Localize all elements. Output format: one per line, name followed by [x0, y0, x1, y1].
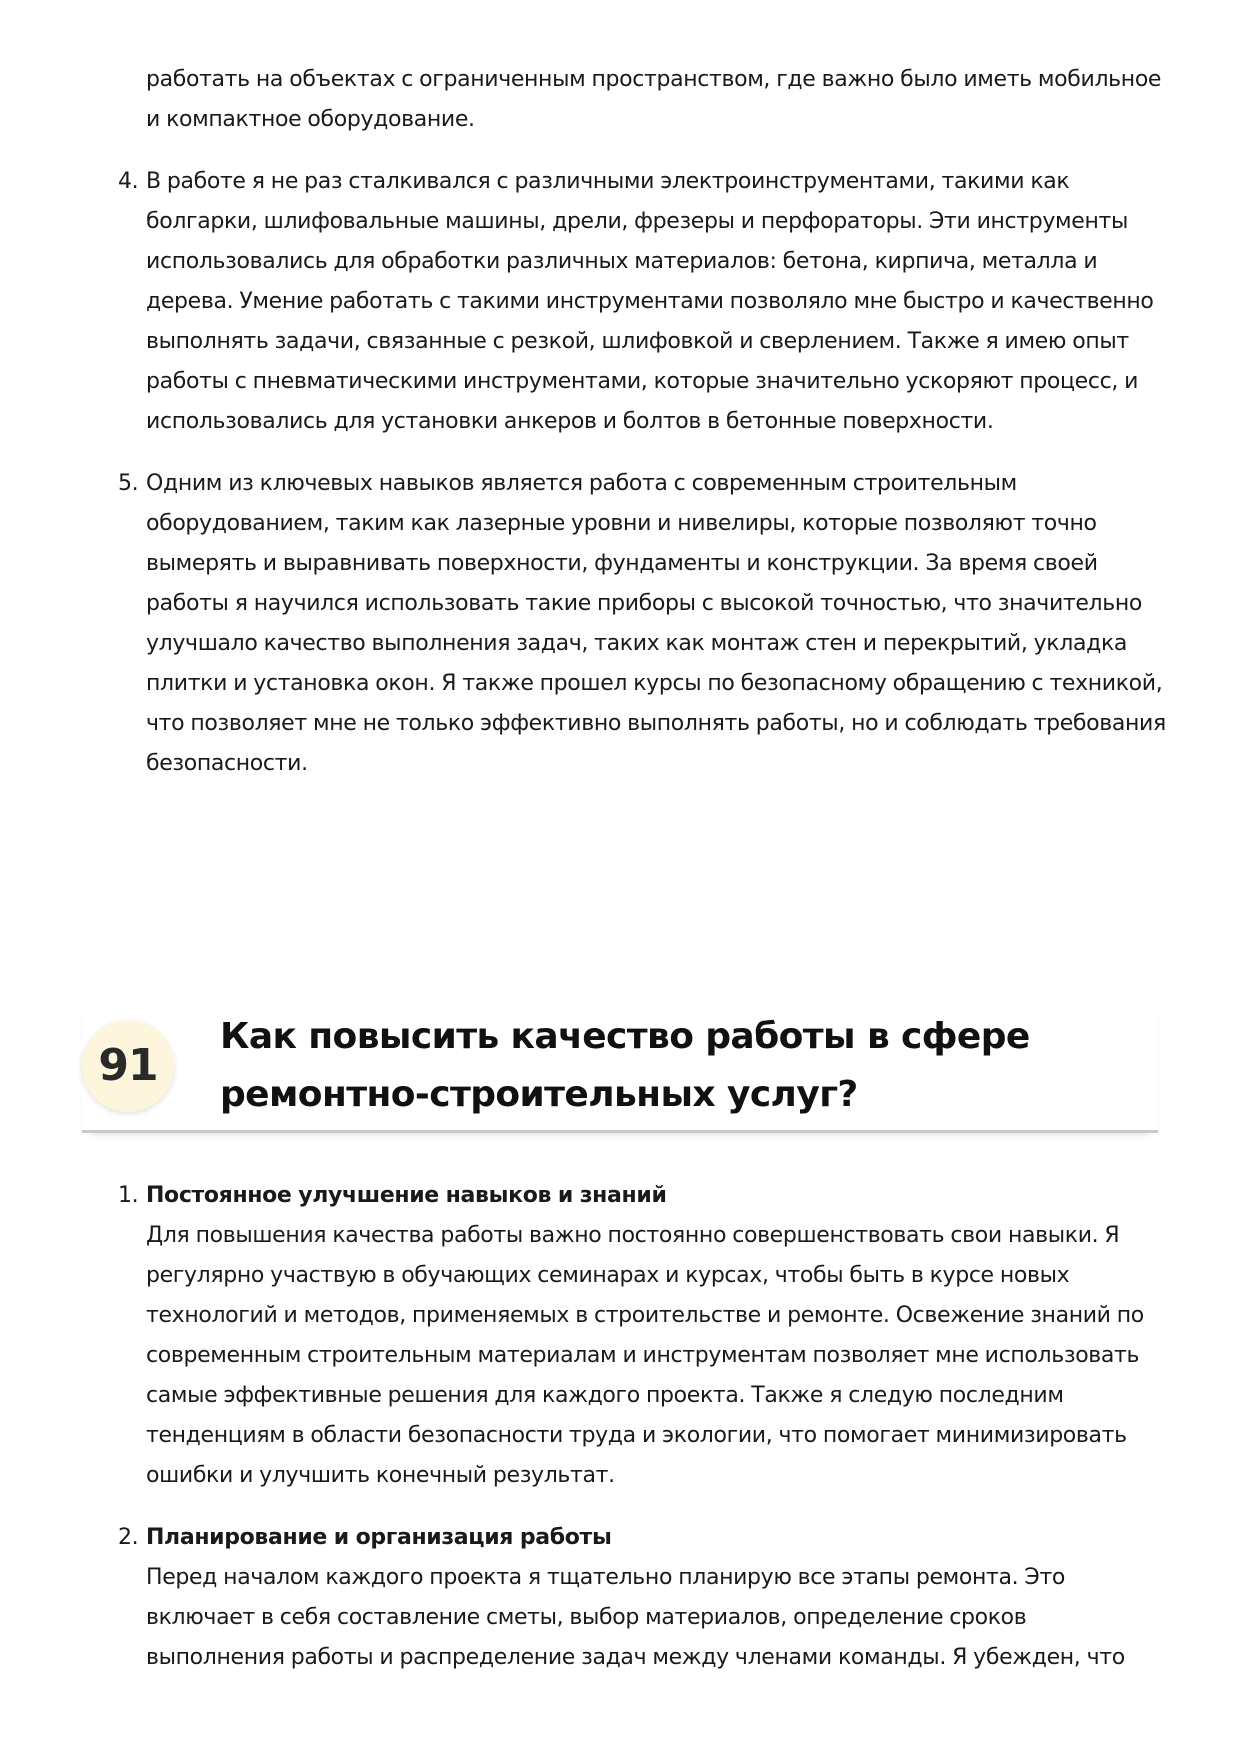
list-item-number: 1. [118, 1183, 139, 1208]
list-item-text: В работе я не раз сталкивался с различными электроинструментами, такими как болгарки, шлифовальные машины, дрели, фрезеры и перфораторы. Эти инструменты использовались для обработки различных материалов: бетона, кирпича, металла и дерева. Умение работать с такими инструментами позволяло мне быстро и качественно выполнять задачи, связанные с резкой, шлифовкой и сверлением. Также я имею опыт работы с пневматическими инструментами, которые значительно ускоряют процесс, и использовались для установки анкеров и болтов в бетонные поверхности. [146, 169, 1154, 434]
section-list [118, 1176, 1168, 1678]
list-item-title: Постоянное улучшение навыков и знаний [146, 1183, 667, 1208]
list-item-text: Одним из ключевых навыков является работа с современным строительным оборудованием, таким как лазерные уровни и нивелиры, которые позволяют точно вымерять и выравнивать поверхности, фундаменты и конструкции. За время своей работы я научился использовать такие приборы с высокой точностью, что значительно улучшало качество выполнения задач, таких как монтаж стен и перекрытий, укладка плитки и установка окон. Я также прошел курсы по безопасному обращению с техникой, что позволяет мне не только эффективно выполнять работы, но и соблюдать требования безопасности. [146, 471, 1166, 776]
list-item-number: 2. [118, 1525, 139, 1550]
list-item-text: работать на объектах с ограниченным пространством, где важно было иметь мобильное и компактное оборудование. [146, 67, 1162, 132]
list-item-text: Перед началом каждого проекта я тщательно планирую все этапы ремонта. Это включает в себя составление сметы, выбор материалов, определение сроков выполнения работы и распределение задач между членами команды. Я убежден, что [146, 1565, 1125, 1670]
list-item [118, 60, 1168, 140]
list-item-text: Для повышения качества работы важно постоянно совершенствовать свои навыки. Я регулярно участвую в обучающих семинарах и курсах, чтобы быть в курсе новых технологий и методов, применяемых в строительстве и ремонте. Освежение знаний по современным строительным материалам и инструментам позволяет мне использовать самые эффективные решения для каждого проекта. Также я следую последним тенденциям в области безопасности труда и экологии, что помогает минимизировать ошибки и улучшить конечный результат. [146, 1223, 1144, 1488]
continued-list [118, 60, 1168, 784]
section-header [82, 1000, 1158, 1133]
list-item-title: Планирование и организация работы [146, 1525, 612, 1550]
list-item-number: 4. [118, 169, 139, 194]
section-title: Как повысить качество работы в сфере ремонтно-строительных услуг? [220, 1016, 1030, 1115]
list-item [118, 1176, 1168, 1496]
section-number-badge: 91 [82, 1020, 174, 1112]
list-item-number: 5. [118, 471, 139, 496]
list-item [118, 162, 1168, 442]
list-item [118, 464, 1168, 784]
list-item [118, 1518, 1168, 1678]
